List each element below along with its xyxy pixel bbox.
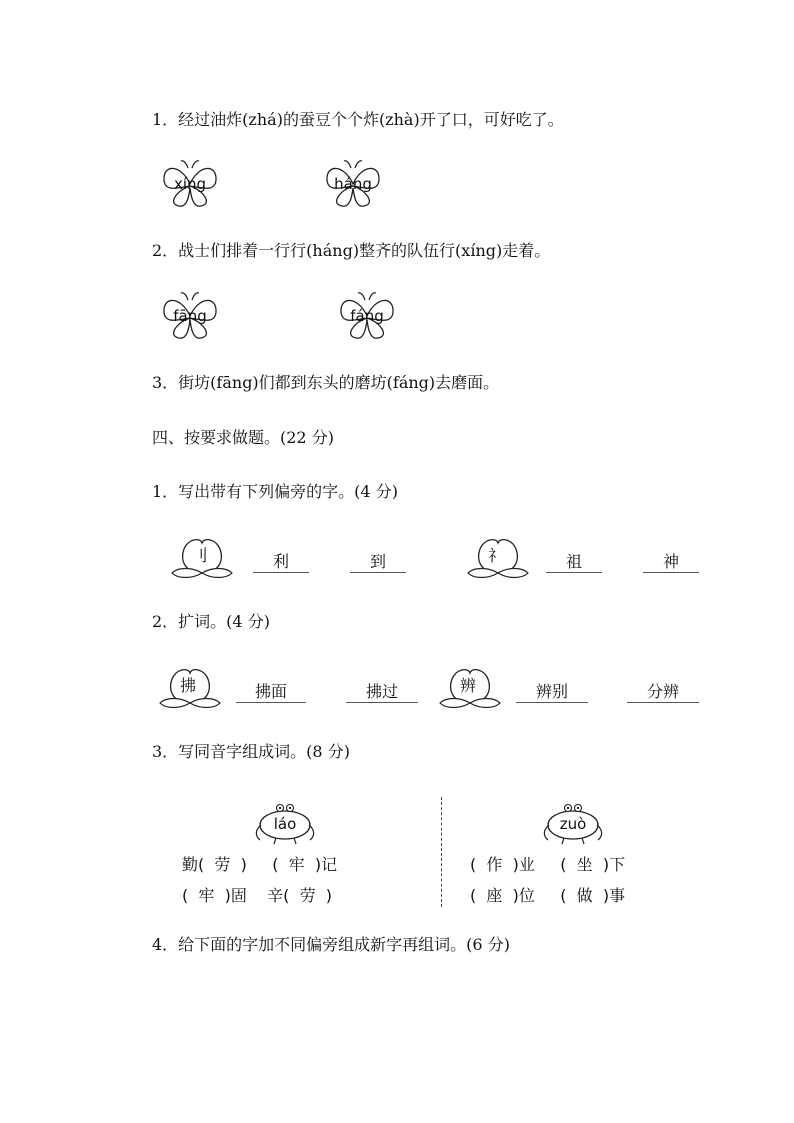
butterfly-card (324, 158, 382, 210)
answer-field[interactable]: 利 (253, 552, 309, 573)
answer-field[interactable]: 到 (350, 552, 406, 573)
divider (441, 797, 442, 907)
section-title: 四、按要求做题。(22 分) (152, 428, 334, 447)
part-3-title: 3．写同音字组成词。(8 分) (152, 742, 350, 761)
answer-row: ( 牢 )固 辛( 劳 ) (182, 886, 333, 905)
butterfly-card (161, 290, 219, 342)
answer-field[interactable]: 神 (643, 552, 699, 573)
pinyin-label: háng (334, 175, 372, 193)
question-1: 1．经过油炸(zhá)的蚕豆个个炸(zhà)开了口，可好吃了。 (152, 110, 564, 129)
answer-field[interactable]: 拂过 (346, 682, 418, 703)
peach-card (170, 535, 234, 581)
character-label: 拂 (179, 676, 196, 695)
peach-card (158, 665, 222, 711)
part-1-title: 1．写出带有下列偏旁的字。(4 分) (152, 482, 398, 501)
radical-label: 刂 (191, 546, 208, 565)
butterfly-card (161, 158, 219, 210)
pinyin-label: láo (273, 815, 297, 833)
answer-field[interactable]: 分辨 (627, 682, 699, 703)
pinyin-label: fáng (350, 307, 384, 325)
pinyin-label: xíng (173, 175, 207, 193)
peach-card (466, 535, 530, 581)
radical-label: 礻 (487, 546, 504, 565)
answer-row: ( 作 )业 ( 坐 )下 (470, 855, 626, 874)
answer-row: ( 座 )位 ( 做 )事 (470, 886, 626, 905)
question-2: 2．战士们排着一行行(háng)整齐的队伍行(xíng)走着。 (152, 241, 551, 260)
pinyin-label: zuò (559, 815, 587, 833)
answer-field[interactable]: 祖 (546, 552, 602, 573)
answer-field[interactable]: 拂面 (236, 682, 306, 703)
creature-card (540, 800, 606, 846)
question-3: 3．街坊(fāng)们都到东头的磨坊(fáng)去磨面。 (152, 373, 500, 392)
part-2-title: 2．扩词。(4 分) (152, 612, 270, 631)
butterfly-card (338, 290, 396, 342)
answer-field[interactable]: 辨别 (516, 682, 588, 703)
part-4-title: 4．给下面的字加不同偏旁组成新字再组词。(6 分) (152, 935, 510, 954)
creature-card (252, 800, 318, 846)
pinyin-label: fāng (173, 307, 207, 325)
peach-card (438, 665, 502, 711)
answer-row: 勤( 劳 ) ( 牢 )记 (182, 855, 338, 874)
character-label: 辨 (459, 676, 476, 695)
